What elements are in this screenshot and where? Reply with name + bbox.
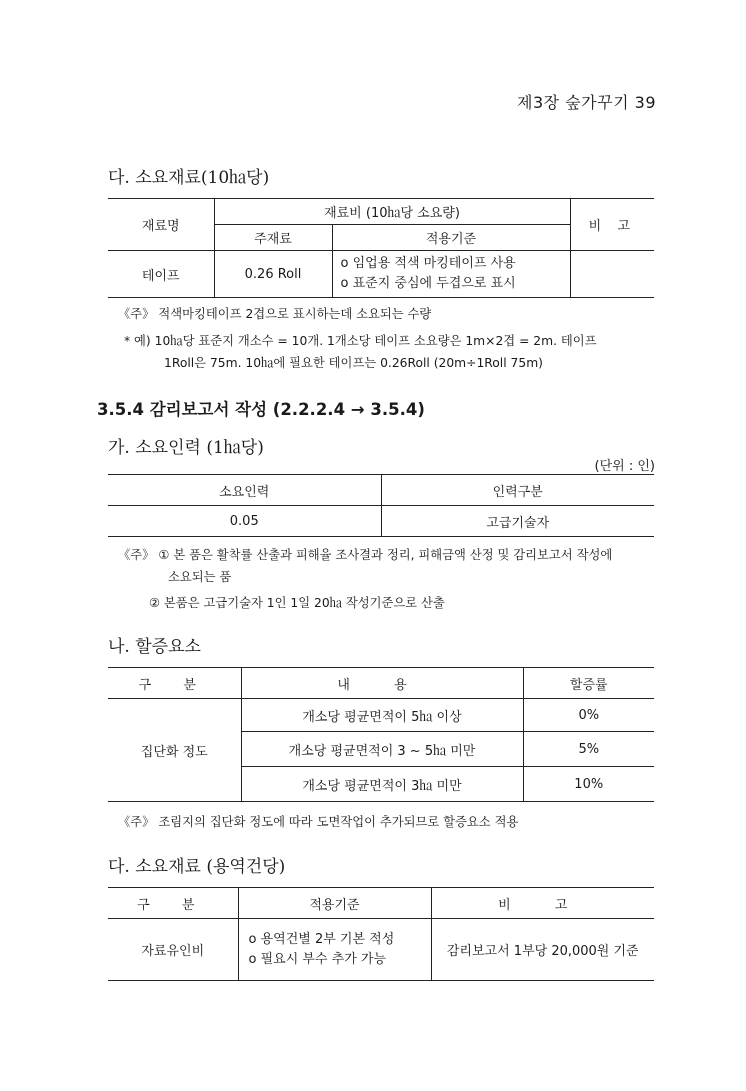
note-materials: 《주》 적색마킹테이프 2겹으로 표시하는데 소요되는 수량 — [118, 307, 432, 321]
header-service-category: 구 분 — [108, 888, 238, 919]
cell-rate-3: 10% — [523, 767, 654, 802]
header-main-material: 주재료 — [214, 225, 332, 251]
standard-line-2: o 표준지 중심에 두겹으로 표시 — [340, 276, 516, 291]
cell-remarks — [570, 251, 654, 298]
section-title-materials: 다. 소요재료(10㏊당) — [108, 168, 270, 188]
header-standard: 적용기준 — [332, 225, 570, 251]
header-material-cost: 재료비 (10㏊당 소요량) — [214, 199, 570, 225]
cell-service-remarks: 감리보고서 1부당 20,000원 기준 — [431, 919, 654, 981]
cell-manpower-type: 고급기술자 — [381, 506, 654, 537]
section-heading: 3.5.4 감리보고서 작성 (2.2.2.4 → 3.5.4) — [97, 400, 425, 419]
header-service-remarks: 비 고 — [431, 888, 654, 919]
header-manpower: 소요인력 — [108, 475, 381, 506]
note-surcharge: 《주》 조림지의 집단화 정도에 따라 도면작업이 추가되므로 할증요소 적용 — [118, 815, 519, 829]
header-service-standard: 적용기준 — [238, 888, 431, 919]
note-example-line1: * 예) 10㏊당 표준지 개소수 = 10개. 1개소당 테이프 소요량은 1m×2겹 = 2m. 테이프 — [124, 334, 597, 348]
page-header: 제3장 숲가꾸기 39 — [517, 93, 656, 112]
header-remarks: 비 고 — [570, 199, 654, 251]
standard-line-1: o 임업용 적색 마킹테이프 사용 — [340, 256, 516, 271]
cell-rate-1: 0% — [523, 699, 654, 732]
cell-content-1: 개소당 평균면적이 5㏊ 이상 — [241, 699, 523, 732]
service-materials-table — [108, 887, 654, 981]
cell-material-name: 테이프 — [108, 251, 214, 298]
note-example-line2: 1Roll은 75m. 10㏊에 필요한 테이프는 0.26Roll (20m÷1Roll 75m) — [164, 356, 543, 370]
cell-main-material: 0.26 Roll — [214, 251, 332, 298]
section-title-surcharge: 나. 할증요소 — [108, 637, 201, 657]
materials-table — [108, 198, 654, 298]
section-title-manpower: 가. 소요인력 (1㏊당) — [108, 438, 264, 458]
cell-manpower: 0.05 — [108, 506, 381, 537]
cell-service-standard — [238, 919, 431, 981]
service-standard-line-2: o 필요시 부수 추가 가능 — [248, 951, 387, 967]
header-material-name: 재료명 — [108, 199, 214, 251]
cell-service-name: 자료유인비 — [108, 919, 238, 981]
header-manpower-type: 인력구분 — [381, 475, 654, 506]
cell-standard — [332, 251, 570, 298]
cell-content-3: 개소당 평균면적이 3㏊ 미만 — [241, 767, 523, 802]
cell-group: 집단화 정도 — [108, 699, 241, 802]
surcharge-table — [108, 667, 654, 802]
header-rate: 할증률 — [523, 668, 654, 699]
header-category: 구 분 — [108, 668, 241, 699]
cell-rate-2: 5% — [523, 732, 654, 767]
note-manpower-1b: 소요되는 품 — [168, 570, 232, 584]
section-title-materials-service: 다. 소요재료 (용역건당) — [108, 857, 286, 877]
note-manpower-1a: 《주》 ① 본 품은 활착률 산출과 피해율 조사결과 정리, 피해금액 산정 및 감리보고서 작성에 — [118, 548, 613, 562]
unit-label: (단위 : 인) — [594, 459, 655, 474]
service-standard-line-1: o 용역건별 2부 기본 적성 — [248, 931, 395, 947]
note-manpower-2: ② 본품은 고급기술자 1인 1일 20㏊ 작성기준으로 산출 — [149, 596, 445, 610]
manpower-table — [108, 474, 654, 537]
cell-content-2: 개소당 평균면적이 3 ~ 5㏊ 미만 — [241, 732, 523, 767]
header-content: 내 용 — [241, 668, 523, 699]
